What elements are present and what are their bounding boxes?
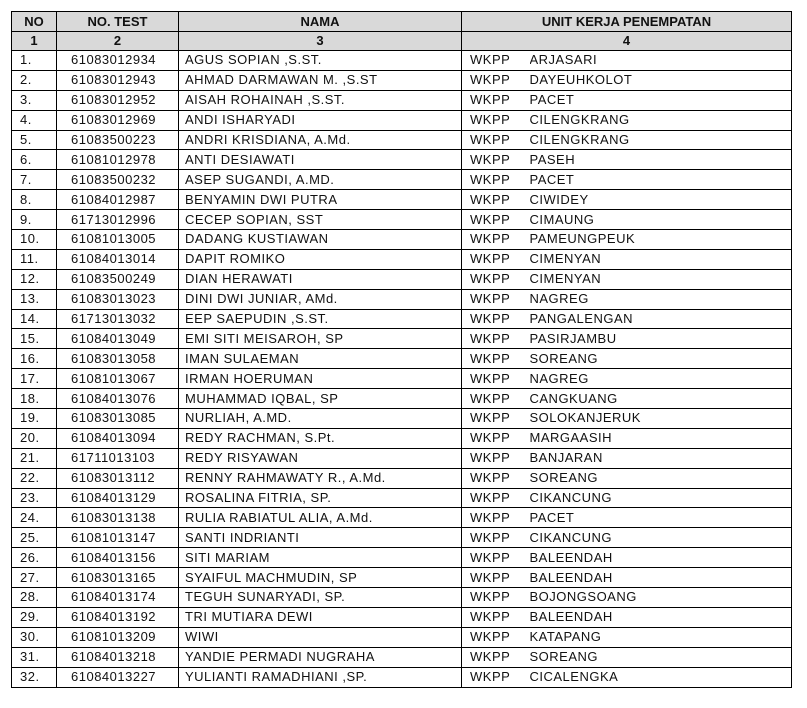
row-number: 7.	[12, 170, 57, 190]
test-number: 61084013156	[57, 548, 179, 568]
table-row	[12, 369, 792, 389]
test-number: 61084013094	[57, 428, 179, 448]
table-row	[12, 150, 792, 170]
work-unit: WKPP	[462, 528, 530, 548]
table-row	[12, 70, 792, 90]
work-location: CIMENYAN	[530, 269, 792, 289]
work-location: PASIRJAMBU	[530, 329, 792, 349]
test-number: 61083012943	[57, 70, 179, 90]
work-unit: WKPP	[462, 190, 530, 210]
participant-name: DINI DWI JUNIAR, AMd.	[179, 289, 462, 309]
table-row	[12, 488, 792, 508]
participant-name: MUHAMMAD IQBAL, SP	[179, 389, 462, 409]
table-row	[12, 170, 792, 190]
table-row	[12, 627, 792, 647]
test-number: 61083013138	[57, 508, 179, 528]
work-location: CANGKUANG	[530, 389, 792, 409]
header-row	[12, 12, 792, 32]
work-location: CIMENYAN	[530, 249, 792, 269]
table-row	[12, 607, 792, 627]
row-number: 3.	[12, 90, 57, 110]
work-unit: WKPP	[462, 150, 530, 170]
work-location: CILENGKRANG	[530, 110, 792, 130]
work-location: SOLOKANJERUK	[530, 409, 792, 429]
column-index-3: 3	[179, 32, 462, 51]
test-number: 61083013085	[57, 409, 179, 429]
participant-name: SITI MARIAM	[179, 548, 462, 568]
column-index-row	[12, 32, 792, 51]
participant-name: CECEP SOPIAN, SST	[179, 210, 462, 230]
work-location: MARGAASIH	[530, 428, 792, 448]
table-row	[12, 667, 792, 687]
work-location: PACET	[530, 170, 792, 190]
table-row	[12, 389, 792, 409]
work-unit: WKPP	[462, 548, 530, 568]
work-unit: WKPP	[462, 289, 530, 309]
table-row	[12, 90, 792, 110]
test-number: 61083013165	[57, 568, 179, 588]
participant-name: BENYAMIN DWI PUTRA	[179, 190, 462, 210]
test-number: 61084013129	[57, 488, 179, 508]
work-location: SOREANG	[530, 349, 792, 369]
work-location: SOREANG	[530, 647, 792, 667]
table-row	[12, 647, 792, 667]
work-location: PANGALENGAN	[530, 309, 792, 329]
work-unit: WKPP	[462, 667, 530, 687]
work-unit: WKPP	[462, 428, 530, 448]
table-row	[12, 349, 792, 369]
test-number: 61083013023	[57, 289, 179, 309]
work-unit: WKPP	[462, 309, 530, 329]
work-unit: WKPP	[462, 647, 530, 667]
work-location: KATAPANG	[530, 627, 792, 647]
row-number: 32.	[12, 667, 57, 687]
work-location: BALEENDAH	[530, 568, 792, 588]
row-number: 13.	[12, 289, 57, 309]
work-location: PACET	[530, 508, 792, 528]
table-row	[12, 468, 792, 488]
participant-name: ANDI ISHARYADI	[179, 110, 462, 130]
participant-name: SYAIFUL MACHMUDIN, SP	[179, 568, 462, 588]
row-number: 23.	[12, 488, 57, 508]
work-unit: WKPP	[462, 349, 530, 369]
table-row	[12, 230, 792, 250]
header-test-number: NO. TEST	[57, 12, 179, 32]
participant-name: DIAN HERAWATI	[179, 269, 462, 289]
test-number: 61083012969	[57, 110, 179, 130]
work-unit: WKPP	[462, 448, 530, 468]
work-unit: WKPP	[462, 468, 530, 488]
test-number: 61084013218	[57, 647, 179, 667]
work-unit: WKPP	[462, 588, 530, 608]
work-unit: WKPP	[462, 488, 530, 508]
test-number: 61081012978	[57, 150, 179, 170]
work-location: CIKANCUNG	[530, 528, 792, 548]
table-row	[12, 210, 792, 230]
row-number: 1.	[12, 51, 57, 71]
row-number: 4.	[12, 110, 57, 130]
work-location: CIKANCUNG	[530, 488, 792, 508]
participant-name: REDY RACHMAN, S.Pt.	[179, 428, 462, 448]
test-number: 61084012987	[57, 190, 179, 210]
participant-name: ASEP SUGANDI, A.MD.	[179, 170, 462, 190]
header-name: NAMA	[179, 12, 462, 32]
table-row	[12, 249, 792, 269]
column-index-1: 1	[12, 32, 57, 51]
participant-name: SANTI INDRIANTI	[179, 528, 462, 548]
participant-name: WIWI	[179, 627, 462, 647]
row-number: 12.	[12, 269, 57, 289]
participant-name: DADANG KUSTIAWAN	[179, 230, 462, 250]
header-work-unit: UNIT KERJA PENEMPATAN	[462, 12, 792, 32]
participant-name: YULIANTI RAMADHIANI ,SP.	[179, 667, 462, 687]
participant-name: EEP SAEPUDIN ,S.ST.	[179, 309, 462, 329]
participant-name: AHMAD DARMAWAN M. ,S.ST	[179, 70, 462, 90]
header-no: NO	[12, 12, 57, 32]
row-number: 2.	[12, 70, 57, 90]
participant-name: IRMAN HOERUMAN	[179, 369, 462, 389]
work-location: CILENGKRANG	[530, 130, 792, 150]
participant-name: NURLIAH, A.MD.	[179, 409, 462, 429]
test-number: 61084013014	[57, 249, 179, 269]
test-number: 61083500232	[57, 170, 179, 190]
table-row	[12, 428, 792, 448]
row-number: 18.	[12, 389, 57, 409]
participant-name: REDY RISYAWAN	[179, 448, 462, 468]
test-number: 61084013049	[57, 329, 179, 349]
test-number: 61081013005	[57, 230, 179, 250]
work-location: CIMAUNG	[530, 210, 792, 230]
work-unit: WKPP	[462, 90, 530, 110]
participant-name: YANDIE PERMADI NUGRAHA	[179, 647, 462, 667]
test-number: 61081013067	[57, 369, 179, 389]
work-location: BALEENDAH	[530, 607, 792, 627]
work-unit: WKPP	[462, 607, 530, 627]
row-number: 31.	[12, 647, 57, 667]
test-number: 61711013103	[57, 448, 179, 468]
work-location: PAMEUNGPEUK	[530, 230, 792, 250]
work-location: BANJARAN	[530, 448, 792, 468]
participant-name: ROSALINA FITRIA, SP.	[179, 488, 462, 508]
column-index-2: 2	[57, 32, 179, 51]
work-unit: WKPP	[462, 369, 530, 389]
row-number: 24.	[12, 508, 57, 528]
work-location: NAGREG	[530, 289, 792, 309]
participant-name: AGUS SOPIAN ,S.ST.	[179, 51, 462, 71]
work-location: CICALENGKA	[530, 667, 792, 687]
participant-name: IMAN SULAEMAN	[179, 349, 462, 369]
table-row	[12, 269, 792, 289]
work-location: BALEENDAH	[530, 548, 792, 568]
row-number: 26.	[12, 548, 57, 568]
work-location: BOJONGSOANG	[530, 588, 792, 608]
test-number: 61083500223	[57, 130, 179, 150]
placement-table	[11, 11, 792, 688]
table-row	[12, 508, 792, 528]
work-unit: WKPP	[462, 269, 530, 289]
test-number: 61713013032	[57, 309, 179, 329]
row-number: 28.	[12, 588, 57, 608]
table-row	[12, 588, 792, 608]
row-number: 29.	[12, 607, 57, 627]
test-number: 61083012952	[57, 90, 179, 110]
row-number: 19.	[12, 409, 57, 429]
work-unit: WKPP	[462, 230, 530, 250]
test-number: 61083500249	[57, 269, 179, 289]
table-row	[12, 568, 792, 588]
work-unit: WKPP	[462, 170, 530, 190]
participant-name: ANDRI KRISDIANA, A.Md.	[179, 130, 462, 150]
row-number: 10.	[12, 230, 57, 250]
test-number: 61084013174	[57, 588, 179, 608]
participant-name: TEGUH SUNARYADI, SP.	[179, 588, 462, 608]
test-number: 61081013209	[57, 627, 179, 647]
work-unit: WKPP	[462, 210, 530, 230]
row-number: 15.	[12, 329, 57, 349]
work-location: CIWIDEY	[530, 190, 792, 210]
table-row	[12, 309, 792, 329]
row-number: 25.	[12, 528, 57, 548]
participant-name: AISAH ROHAINAH ,S.ST.	[179, 90, 462, 110]
work-location: SOREANG	[530, 468, 792, 488]
row-number: 14.	[12, 309, 57, 329]
column-index-4: 4	[462, 32, 792, 51]
table-row	[12, 130, 792, 150]
row-number: 8.	[12, 190, 57, 210]
table-body	[12, 51, 792, 688]
row-number: 6.	[12, 150, 57, 170]
participant-name: TRI MUTIARA DEWI	[179, 607, 462, 627]
work-unit: WKPP	[462, 409, 530, 429]
work-location: PACET	[530, 90, 792, 110]
row-number: 11.	[12, 249, 57, 269]
table-row	[12, 409, 792, 429]
row-number: 27.	[12, 568, 57, 588]
work-unit: WKPP	[462, 51, 530, 71]
test-number: 61083013058	[57, 349, 179, 369]
test-number: 61084013227	[57, 667, 179, 687]
work-unit: WKPP	[462, 627, 530, 647]
table-row	[12, 190, 792, 210]
table-row	[12, 329, 792, 349]
table-row	[12, 548, 792, 568]
work-unit: WKPP	[462, 70, 530, 90]
test-number: 61713012996	[57, 210, 179, 230]
work-unit: WKPP	[462, 389, 530, 409]
work-unit: WKPP	[462, 568, 530, 588]
table-row	[12, 528, 792, 548]
row-number: 17.	[12, 369, 57, 389]
work-unit: WKPP	[462, 130, 530, 150]
row-number: 9.	[12, 210, 57, 230]
work-location: NAGREG	[530, 369, 792, 389]
test-number: 61084013076	[57, 389, 179, 409]
participant-name: EMI SITI MEISAROH, SP	[179, 329, 462, 349]
work-location: DAYEUHKOLOT	[530, 70, 792, 90]
work-unit: WKPP	[462, 110, 530, 130]
document-page	[11, 11, 791, 688]
table-row	[12, 289, 792, 309]
work-unit: WKPP	[462, 508, 530, 528]
table-row	[12, 110, 792, 130]
work-unit: WKPP	[462, 329, 530, 349]
work-unit: WKPP	[462, 249, 530, 269]
row-number: 5.	[12, 130, 57, 150]
work-location: ARJASARI	[530, 51, 792, 71]
participant-name: RENNY RAHMAWATY R., A.Md.	[179, 468, 462, 488]
participant-name: ANTI DESIAWATI	[179, 150, 462, 170]
test-number: 61083013112	[57, 468, 179, 488]
table-row	[12, 448, 792, 468]
participant-name: DAPIT ROMIKO	[179, 249, 462, 269]
participant-name: RULIA RABIATUL ALIA, A.Md.	[179, 508, 462, 528]
row-number: 22.	[12, 468, 57, 488]
test-number: 61081013147	[57, 528, 179, 548]
row-number: 21.	[12, 448, 57, 468]
row-number: 30.	[12, 627, 57, 647]
table-row	[12, 51, 792, 71]
row-number: 20.	[12, 428, 57, 448]
test-number: 61084013192	[57, 607, 179, 627]
row-number: 16.	[12, 349, 57, 369]
test-number: 61083012934	[57, 51, 179, 71]
work-location: PASEH	[530, 150, 792, 170]
